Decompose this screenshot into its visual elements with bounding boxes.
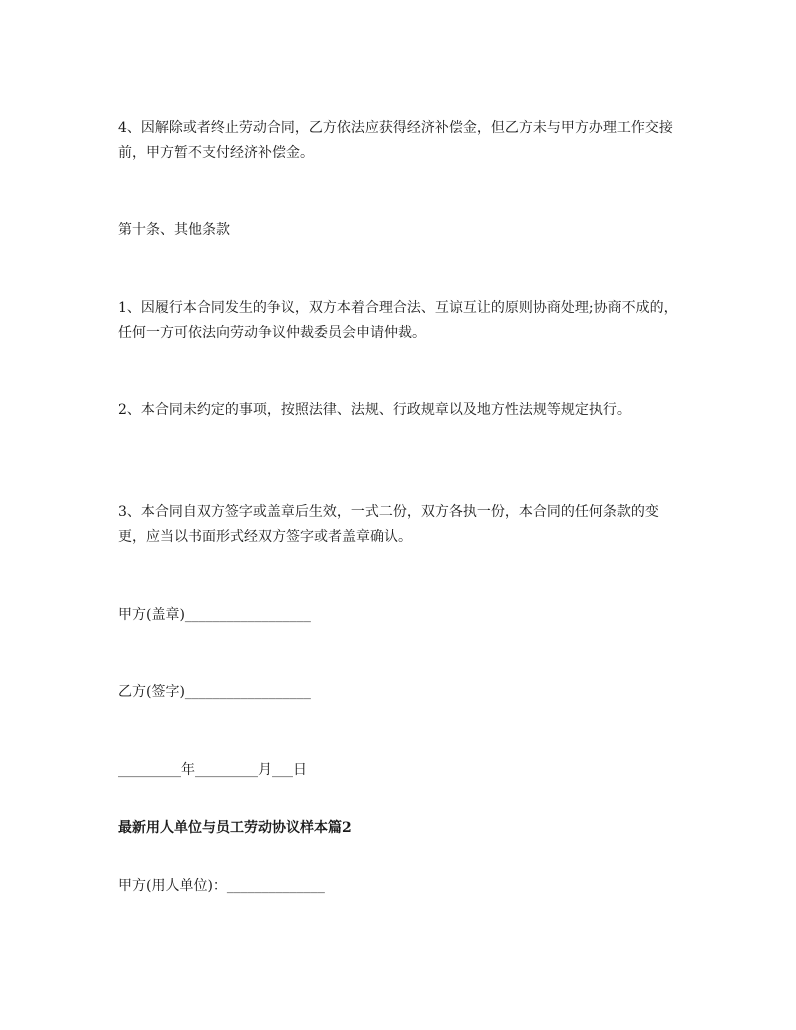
- party-b-signature-line: 乙方(签字)__________________: [118, 684, 311, 700]
- party-a-employer-line: 甲方(用人单位)：______________: [118, 878, 325, 894]
- clause-1-dispute: 1、因履行本合同发生的争议，双方本着合理合法、互谅互让的原则协商处理;协商不成的，任何一方可依法向劳动争议仲裁委员会申请仲裁。: [118, 300, 678, 341]
- clause-2-unagreed-matters: 2、本合同未约定的事项，按照法律、法规、行政规章以及地方性法规等规定执行。: [118, 402, 631, 418]
- article-10-heading: 第十条、其他条款: [118, 222, 230, 238]
- date-line: _________年_________月___日: [118, 762, 307, 778]
- clause-4-compensation: 4、因解除或者终止劳动合同，乙方依法应获得经济补偿金，但乙方未与甲方办理工作交接前，甲方暂不支付经济补偿金。: [118, 120, 673, 161]
- section-title: 最新用人单位与员工劳动协议样本篇2: [118, 820, 352, 836]
- party-a-seal-line: 甲方(盖章)__________________: [118, 607, 311, 623]
- clause-3-effectiveness: 3、本合同自双方签字或盖章后生效，一式二份，双方各执一份，本合同的任何条款的变更，应当以书面形式经双方签字或者盖章确认。: [118, 504, 659, 545]
